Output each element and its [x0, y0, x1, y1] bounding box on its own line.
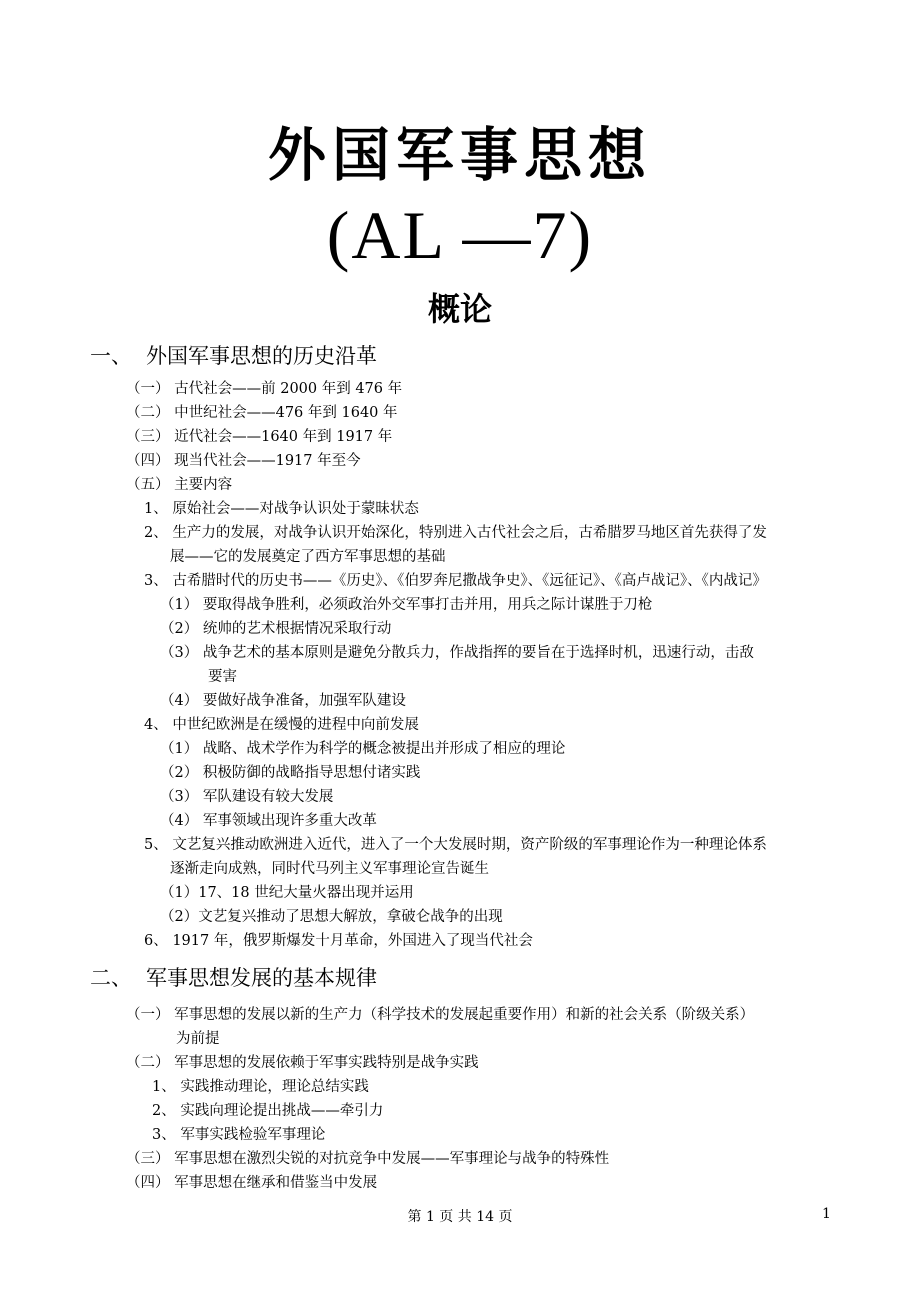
outline-item: 3、 古希腊时代的历史书——《历史》、《伯罗奔尼撒战争史》、《远征记》、《高卢战记》、《内战记》	[144, 573, 767, 589]
section-title: 外国军事思想的历史沿革	[146, 344, 377, 368]
section-heading-1	[90, 340, 377, 370]
outline-subitem: 2、 实践向理论提出挑战——牵引力	[152, 1103, 384, 1119]
outline-subitem: （4） 要做好战争准备，加强军队建设	[160, 693, 406, 709]
outline-item: （四） 现当代社会——1917 年至今	[126, 453, 361, 469]
outline-subitem: 3、 军事实践检验军事理论	[152, 1127, 326, 1143]
outline-item-continued: 逐渐走向成熟，同时代马列主义军事理论宣告诞生	[170, 861, 489, 877]
outline-subitem: （2）文艺复兴推动了思想大解放，拿破仑战争的出现	[160, 909, 503, 925]
section-heading-2	[90, 962, 377, 992]
document-code: (AL —7)	[326, 197, 594, 273]
outline-item: （三） 近代社会——1640 年到 1917 年	[126, 429, 393, 445]
outline-item: 6、 1917 年，俄罗斯爆发十月革命，外国进入了现当代社会	[144, 933, 533, 949]
outline-item: 5、 文艺复兴推动欧洲进入近代，进入了一个大发展时期，资产阶级的军事理论作为一种理论体系	[144, 837, 767, 853]
section-number: 二、	[90, 966, 132, 990]
document-subtitle: 概论	[427, 290, 492, 328]
outline-item: 1、 原始社会——对战争认识处于蒙昧状态	[144, 501, 419, 517]
outline-item: （二） 中世纪社会——476 年到 1640 年	[126, 405, 398, 421]
outline-subitem: 1、 实践推动理论，理论总结实践	[152, 1079, 369, 1095]
page-footer: 第 1 页 共 14 页	[407, 1209, 513, 1225]
outline-subitem: （1） 要取得战争胜利，必须政治外交军事打击并用，用兵之际计谋胜于刀枪	[160, 597, 653, 613]
outline-subitem: （1） 战略、战术学作为科学的概念被提出并形成了相应的理论	[160, 741, 566, 757]
document-title: 外国军事思想	[267, 121, 652, 189]
outline-subitem-continued: 要害	[208, 669, 237, 685]
section-title: 军事思想发展的基本规律	[146, 966, 377, 990]
outline-subitem: （3） 军队建设有较大发展	[160, 789, 334, 805]
outline-subitem: （2） 积极防御的战略指导思想付诸实践	[160, 765, 421, 781]
outline-item: （三） 军事思想在激烈尖锐的对抗竞争中发展——军事理论与战争的特殊性	[126, 1151, 610, 1167]
outline-item: 4、 中世纪欧洲是在缓慢的进程中向前发展	[144, 717, 419, 733]
outline-subitem: （3） 战争艺术的基本原则是避免分散兵力，作战指挥的要旨在于选择时机，迅速行动，击敌	[160, 645, 754, 661]
outline-item: （一） 军事思想的发展以新的生产力（科学技术的发展起重要作用）和新的社会关系（阶级关系）	[126, 1007, 755, 1023]
outline-item: （二） 军事思想的发展依赖于军事实践特别是战争实践	[126, 1055, 479, 1071]
outline-subitem: （2） 统帅的艺术根据情况采取行动	[160, 621, 392, 637]
outline-item: （五） 主要内容	[126, 477, 233, 493]
outline-item-continued: 展——它的发展奠定了西方军事思想的基础	[170, 549, 446, 565]
outline-item-continued: 为前提	[176, 1031, 220, 1047]
outline-item: （四） 军事思想在继承和借鉴当中发展	[126, 1175, 378, 1191]
outline-item: 2、 生产力的发展，对战争认识开始深化，特别进入古代社会之后，古希腊罗马地区首先获得了发	[144, 525, 767, 541]
section-number: 一、	[90, 344, 132, 368]
outline-item: （一） 古代社会——前 2000 年到 476 年	[126, 381, 403, 397]
outline-subitem: （4） 军事领域出现许多重大改革	[160, 813, 377, 829]
page-number: 1	[822, 1206, 831, 1222]
outline-subitem: （1）17、18 世纪大量火器出现并运用	[160, 885, 414, 901]
